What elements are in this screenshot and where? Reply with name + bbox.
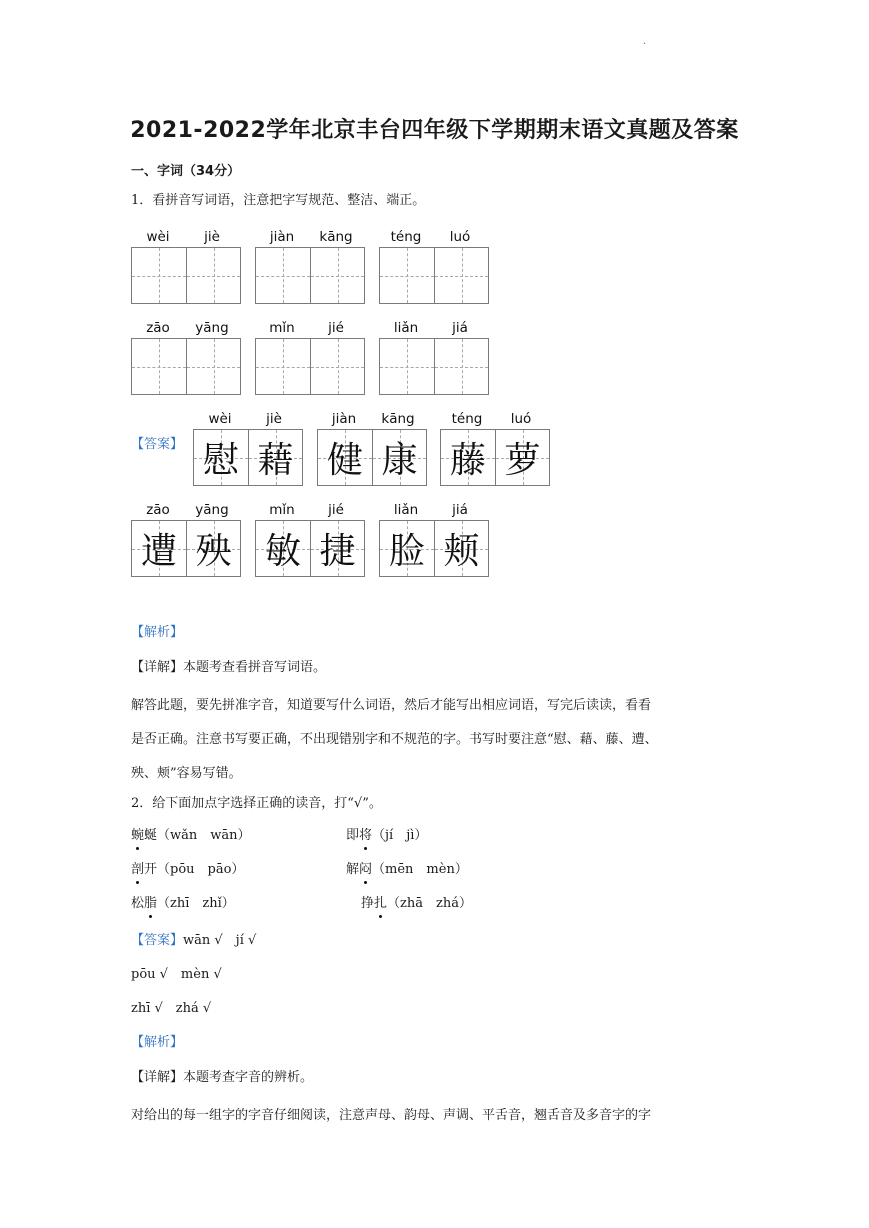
pinyin-label: jiè — [266, 411, 282, 427]
writing-grid[interactable] — [255, 247, 365, 304]
detail-text: 本题考查字音的辨析。 — [183, 1070, 314, 1085]
answer-char: 捷 — [319, 531, 356, 572]
pinyin-label: kāng — [319, 229, 353, 245]
pinyin-label: mǐn — [269, 502, 295, 518]
answer-char: 脸 — [388, 531, 425, 572]
pinyin-label: yāng — [195, 320, 229, 336]
detail-line — [131, 660, 326, 676]
pinyin-label: jié — [328, 502, 344, 518]
detail-text: 本题考查看拼音写词语。 — [183, 660, 327, 675]
answer-char: 敏 — [264, 531, 301, 572]
answer-line — [131, 933, 256, 949]
answer-char: 健 — [326, 440, 363, 481]
pinyin-label: zāo — [146, 502, 170, 518]
answer-char: 藉 — [257, 440, 294, 481]
section-heading: 一、字词（34分） — [131, 164, 241, 179]
answer-grid — [193, 429, 303, 486]
pinyin-label: luó — [449, 229, 471, 245]
pinyin-label: liǎn — [393, 320, 419, 336]
pinyin-label: jiè — [204, 229, 220, 245]
pronunciation-item: 挣扎（zhā zhá） — [361, 896, 472, 911]
paragraph-line: 是否正确。注意书写要正确，不出现错别字和不规范的字。书写时要注意“慰、藉、藤、遭、 — [131, 732, 658, 747]
writing-grid[interactable] — [379, 247, 489, 304]
answer-line: pōu √ mèn √ — [131, 967, 222, 982]
analysis-label: 【解析】 — [131, 625, 184, 640]
detail-label: 【详解】 — [131, 660, 184, 675]
answer-char: 遭 — [140, 531, 177, 572]
answer-grid — [379, 520, 489, 577]
detail-line — [131, 1070, 313, 1086]
answer-grid — [255, 520, 365, 577]
answer-grid — [440, 429, 550, 486]
answer-char: 藤 — [449, 440, 486, 481]
pronunciation-item: 松脂（zhī zhǐ） — [131, 896, 235, 911]
pinyin-label: liǎn — [393, 502, 419, 518]
corner-mark: . — [643, 36, 647, 47]
answer-line: zhī √ zhá √ — [131, 1001, 212, 1016]
analysis-label: 【解析】 — [131, 1035, 184, 1050]
answer-char: 殃 — [195, 531, 232, 572]
pronunciation-item: 蜿蜒（wǎn wān） — [131, 828, 251, 843]
pinyin-label: jiá — [452, 502, 468, 518]
question-1: 1．看拼音写词语，注意把字写规范、整洁、端正。 — [131, 193, 426, 208]
pronunciation-item: 剖开（pōu pāo） — [131, 862, 245, 877]
answer-label: 【答案】 — [131, 437, 184, 452]
pinyin-label: mǐn — [269, 320, 295, 336]
pinyin-label: jié — [328, 320, 344, 336]
pinyin-label: yāng — [195, 502, 229, 518]
pinyin-label: luó — [510, 411, 532, 427]
pinyin-label: téng — [451, 411, 483, 427]
writing-grid[interactable] — [131, 338, 241, 395]
writing-grid[interactable] — [131, 247, 241, 304]
writing-grid[interactable] — [379, 338, 489, 395]
pinyin-label: jiá — [452, 320, 468, 336]
answer-text: wān √ jí √ — [183, 933, 257, 948]
paragraph-line: 对给出的每一组字的字音仔细阅读，注意声母、韵母、声调、平舌音，翘舌音及多音字的字 — [131, 1108, 652, 1123]
answer-char: 萝 — [504, 440, 541, 481]
pronunciation-item: 即将（jí jì） — [346, 828, 428, 843]
page-title: 2021-2022学年北京丰台四年级下学期期末语文真题及答案 — [130, 118, 739, 143]
pronunciation-item: 解闷（mēn mèn） — [346, 862, 468, 877]
answer-grid — [317, 429, 427, 486]
detail-label: 【详解】 — [131, 1070, 184, 1085]
writing-grid[interactable] — [255, 338, 365, 395]
pinyin-label: téng — [390, 229, 422, 245]
pinyin-label: jiàn — [331, 411, 357, 427]
answer-label: 【答案】 — [131, 933, 184, 948]
pinyin-label: wèi — [146, 229, 170, 245]
answer-char: 康 — [381, 440, 418, 481]
question-2: 2．给下面加点字选择正确的读音，打“√”。 — [131, 796, 382, 811]
answer-char: 颊 — [443, 531, 480, 572]
answer-char: 慰 — [202, 440, 239, 481]
pinyin-label: wèi — [208, 411, 232, 427]
pinyin-label: jiàn — [269, 229, 295, 245]
answer-grid — [131, 520, 241, 577]
paragraph-line: 解答此题，要先拼准字音，知道要写什么词语，然后才能写出相应词语，写完后读读，看看 — [131, 698, 652, 713]
paragraph-line: 殃、颊”容易写错。 — [131, 766, 242, 781]
pinyin-label: zāo — [146, 320, 170, 336]
pinyin-label: kāng — [381, 411, 415, 427]
